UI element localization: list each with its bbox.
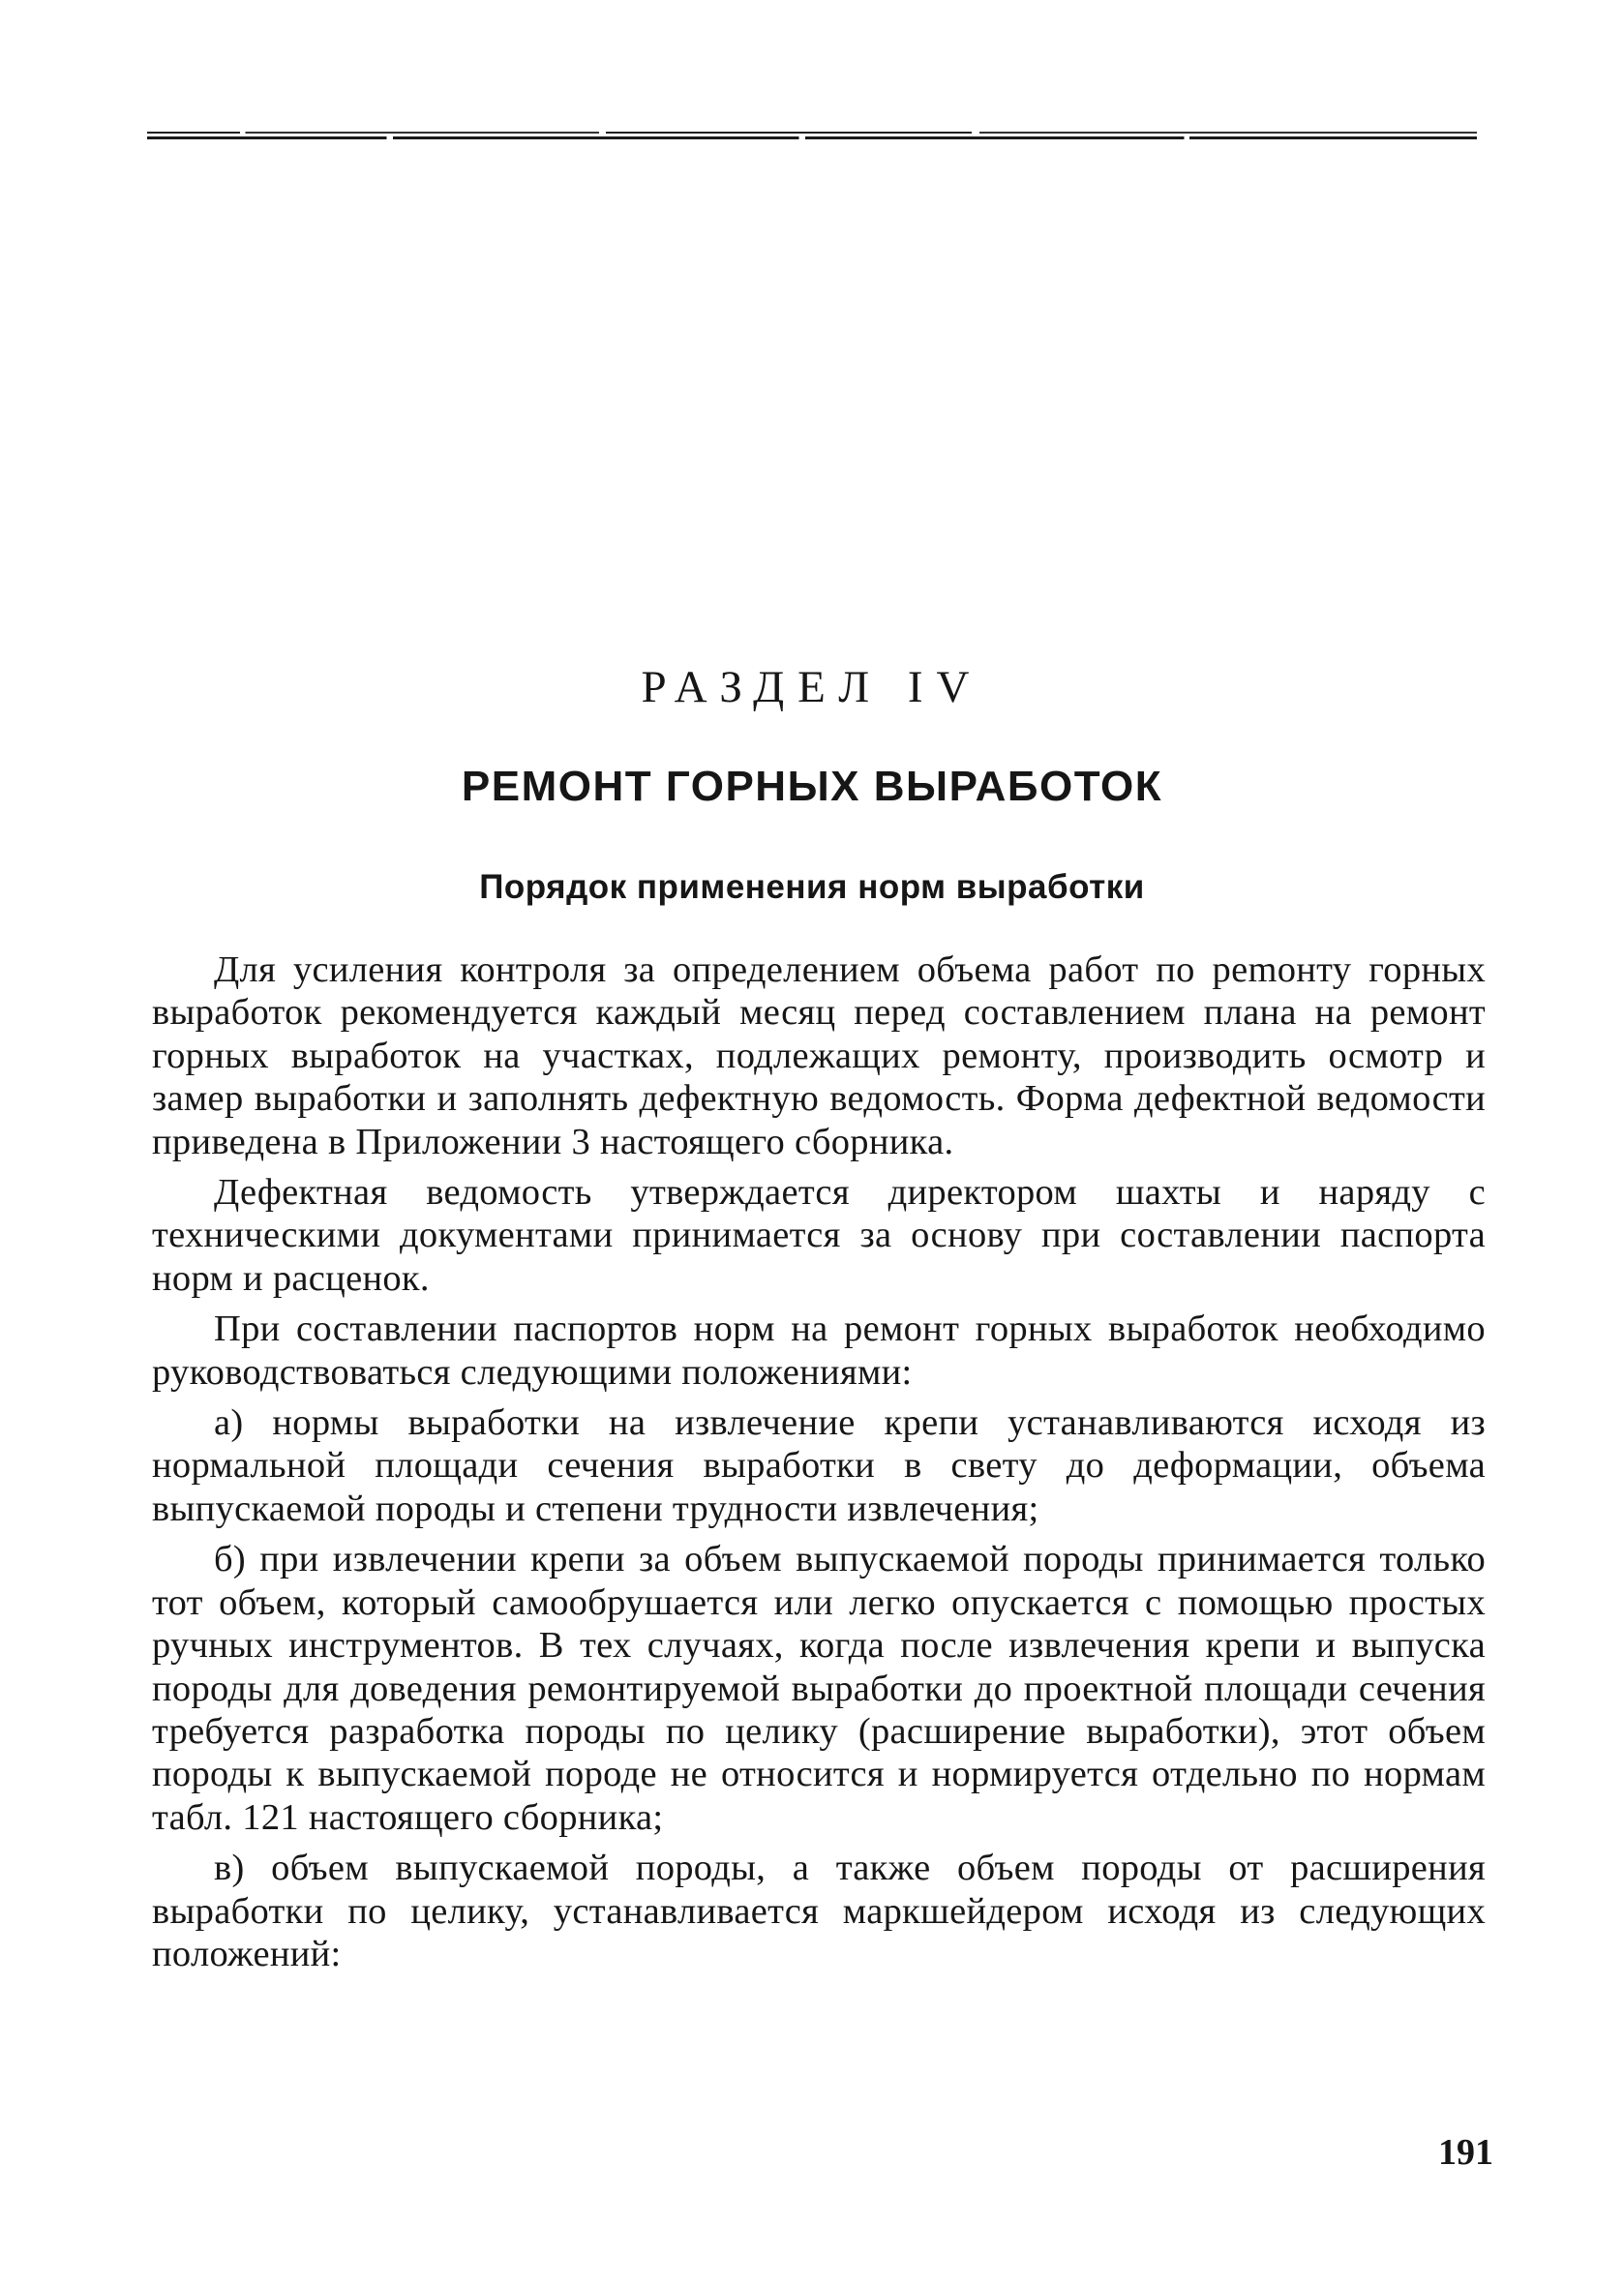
section-label: РАЗДЕЛ IV [641,662,983,712]
paragraph-item-b: б) при извлечении крепи за объем выпускаемой породы принимается только тот объем, который самообрушается или легко опускается с помощью простых ручных инструментов. В тех случаях, когда после извлечения крепи и выпуска породы для доведения ремонтируемой выработки до проектной площади сечения требуется разработка породы по целику (расширение выработки), этот объем породы к выпускаемой породе не относится и нормируется отдельно по нормам табл. 121 настоящего сборника; [152,1539,1486,1838]
paragraph-defect-statement: Дефектная ведомость утверждается директором шахты и наряду с техническими документами принимается за основу при составлении паспорта норм и расценок. [152,1172,1486,1299]
paragraph-item-c: в) объем выпускаемой породы, а также объем породы от расширения выработки по целику, устанавливается маркшейдером исходя из следующих положений: [152,1848,1486,1974]
section-title: РЕМОНТ ГОРНЫХ ВЫРАБОТОК [461,763,1163,810]
body-text [152,948,1486,1983]
paragraph-norm-passports: При составлении паспортов норм на ремонт горных выработок необходимо руководствоваться следующими положениями: [152,1308,1486,1393]
paragraph-defect-control: Для усиления контроля за определением объема работ по реmонту горных выработок рекомендуется каждый месяц перед составлением плана на ремонт горных выработок на участках, подлежащих ремонту, производить осмотр и замер выработки и заполнять дефектную ведомость. Форма дефектной ведомости приведена в Приложении 3 настоящего сборника. [152,949,1486,1162]
top-rule-thin-line [147,132,1477,134]
paragraph-item-a: а) нормы выработки на извлечение крепи устанавливаются исходя из нормальной площади сечения выработки в свету до деформации, объема выпускаемой породы и степени трудности извлечения; [152,1402,1486,1529]
top-rule [147,128,1477,141]
page-number: 191 [1438,2132,1493,2173]
subsection-title: Порядок применения норм выработки [479,868,1145,906]
top-rule-thick-line [147,136,1477,139]
